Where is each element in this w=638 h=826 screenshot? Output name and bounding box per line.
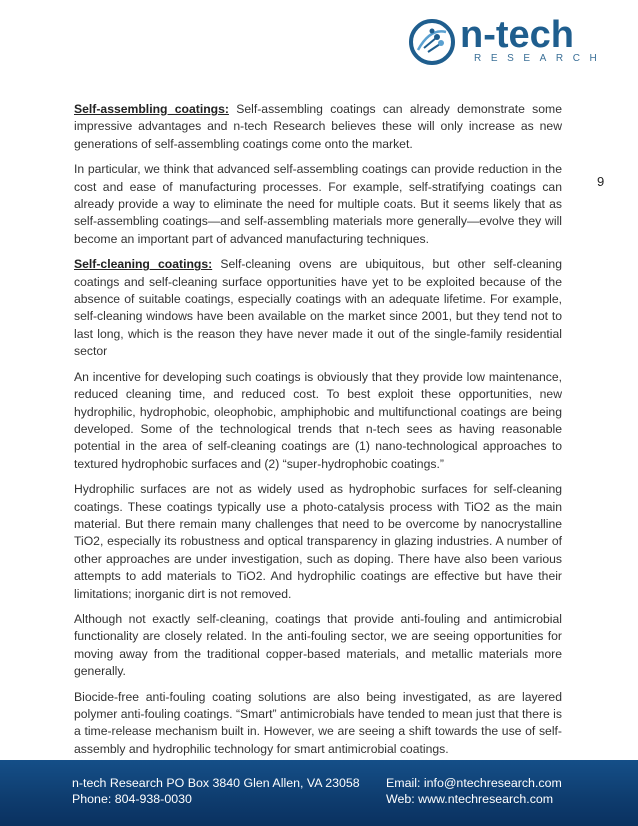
circuit-globe-icon bbox=[408, 18, 456, 66]
document-body bbox=[74, 101, 562, 766]
paragraph-manufacturing bbox=[74, 161, 562, 248]
paragraph-text: Biocide-free anti-fouling coating solutions are also being investigated, as are layered polymer anti-fouling coatings. “Smart” antimicrobials have tended to mean just that there is a time-release mechanism built in. However, we are seeing a shift towards the use of self-assembly and hydrophilic technology for smart antimicrobial coatings. bbox=[74, 689, 562, 756]
logo-subtitle: RESEARCH bbox=[474, 53, 607, 64]
n-tech-logo bbox=[408, 14, 608, 72]
paragraph-self-cleaning bbox=[74, 256, 562, 360]
paragraph-anti-fouling bbox=[74, 611, 562, 681]
footer-band bbox=[0, 760, 638, 826]
footer-web[interactable]: Web: www.ntechresearch.com bbox=[386, 792, 554, 806]
paragraph-text: An incentive for developing such coatings is obviously that they provide low maintenance, reduced cleaning time, and reduced cost. To best exploit these opportunities, new hydrophilic, hydrophobic, oleophobic, amphiphobic and multifunctional coatings are being developed. Some of the technological trends that n-tech sees as having reasonable potential in the area of self-cleaning coatings are (1) nano-technological approaches to textured hydrophobic surfaces and (2) “super-hydrophobic coatings.” bbox=[74, 369, 562, 471]
paragraph-self-assembling bbox=[74, 101, 562, 153]
page-number: 9 bbox=[597, 174, 605, 189]
paragraph-text: Hydrophilic surfaces are not as widely used as hydrophobic surfaces for self-cleaning coatings. These coatings typically use a photo-catalysis process with TiO2 as the main material. But there remain many challenges that need to be overcome by nanocrystalline TiO2, especially its robustness and optical transparency in glazing industries. A number of other approaches are under investigation, such as doping. There have also been various attempts to add materials to TiO2. And hydrophilic coatings are effective but have their limitations; inorganic dirt is not removed. bbox=[74, 482, 562, 601]
logo-wordmark: n-tech bbox=[460, 14, 574, 56]
paragraph-text: Self-assembling coatings can already demonstrate some impressive advantages and n-tech Research believes these will only increase as new generations of self-assembling coatings come onto the market. bbox=[74, 102, 562, 151]
paragraph-hydrophilic bbox=[74, 481, 562, 603]
footer-address: n-tech Research PO Box 3840 Glen Allen, VA 23058 bbox=[72, 776, 360, 790]
paragraph-text: Self-cleaning ovens are ubiquitous, but other self-cleaning coatings and self-cleaning surface opportunities have yet to be exploited because of the absence of suitable coatings, especially coatings with an adequate lifetime. For example, self-cleaning windows have been available on the market since 2001, but they tend not to last long, which is the reason they have never made it out of the single-family residential sector bbox=[74, 257, 562, 359]
footer-contact-right bbox=[386, 775, 562, 807]
paragraph-biocide-free bbox=[74, 689, 562, 759]
paragraph-incentive bbox=[74, 369, 562, 473]
paragraph-text: In particular, we think that advanced self-assembling coatings can provide reduction in the cost and ease of manufacturing processes. For example, self-stratifying coatings can already provide a way to eliminate the need for multiple coats. But it seems likely that as self-assembling coatings—and self-assembling materials more generally—evolve they will become an important part of advanced manufacturing techniques. bbox=[74, 162, 562, 246]
paragraph-text: Although not exactly self-cleaning, coatings that provide anti-fouling and antimicrobial functionality are closely related. In the anti-fouling sector, we are seeing opportunities for moving away from the traditional copper-based materials, and metallic materials more generally. bbox=[74, 611, 562, 679]
section-lead: Self-cleaning coatings: bbox=[74, 257, 213, 272]
footer-phone: Phone: 804-938-0030 bbox=[72, 792, 192, 806]
footer-contact-left bbox=[72, 775, 360, 807]
section-lead: Self-assembling coatings: bbox=[74, 102, 229, 116]
footer-email[interactable]: Email: info@ntechresearch.com bbox=[386, 776, 562, 790]
